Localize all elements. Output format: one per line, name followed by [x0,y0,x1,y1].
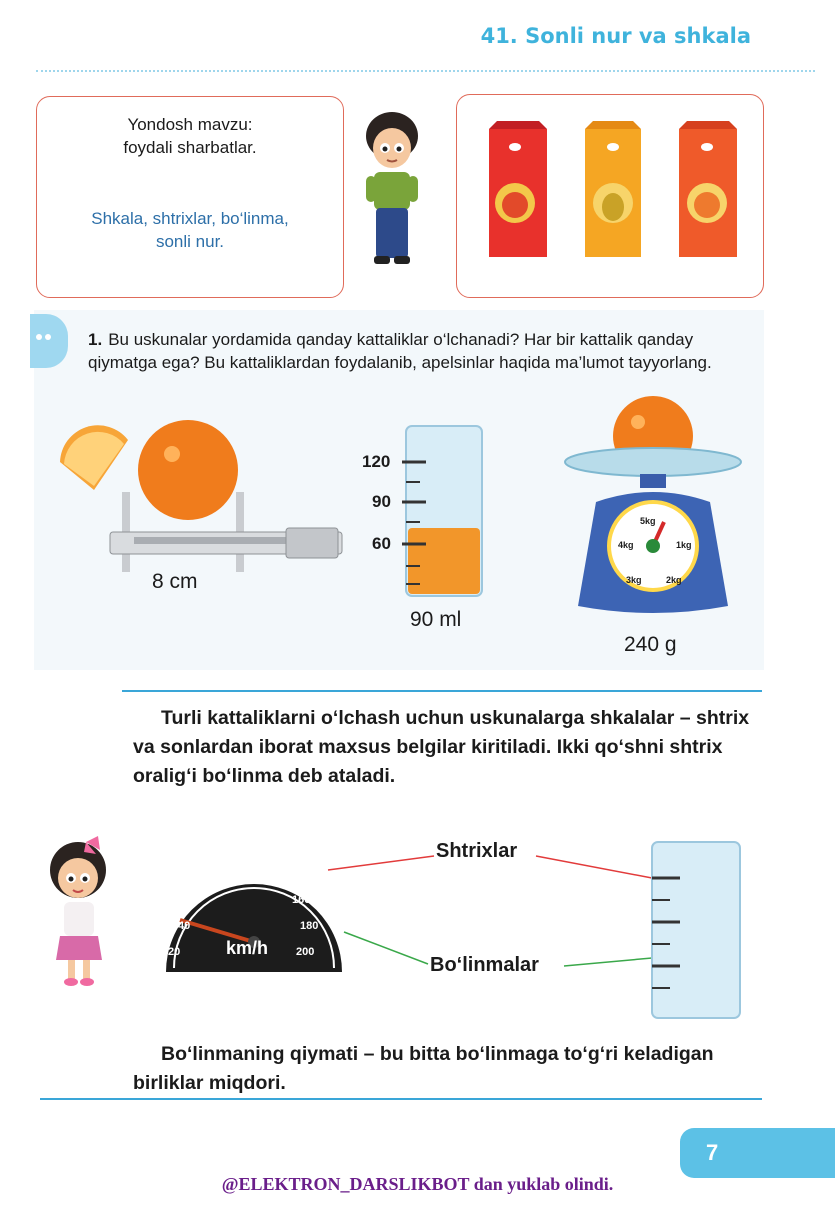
page-number-badge [680,1128,835,1178]
cylinder-reading: 90 ml [410,608,462,631]
speed-tick-20: 20 [168,946,181,958]
measuring-cylinder [362,420,492,610]
orange-icon [138,420,238,520]
cylinder-tick-90: 90 [372,492,391,511]
topic-line-4: sonli nur. [155,232,225,251]
scale-dial-label-1kg: 1kg [676,540,692,550]
download-footer: @ELEKTRON_DARSLIKBOT dan yuklab olindi. [221,1174,614,1194]
kitchen-scale [560,392,750,632]
speed-tick-100: 100 [228,860,247,872]
speed-tick-60: 60 [184,894,197,906]
speed-tick-120: 120 [252,860,271,872]
speed-unit: km/h [226,938,269,958]
scale-dial-label-2kg: 2kg [666,575,682,585]
divisions-label: Bo‘linmalar [430,954,539,976]
definition-rule-top [122,690,762,692]
exercise-marker-icon [30,314,68,368]
speed-tick-180: 180 [300,920,319,932]
exercise-question: Bu uskunalar yordamida qanday kattaliklar o‘lchanadi? Har bir kattalik qanday qiymatga ega? Bu kattaliklardan foydalanib, apelsinlar haqida ma’lumot tayyorlang. [88,330,712,372]
definition-rule-bottom [40,1098,762,1100]
topic-line-3: Shkala, shtrixlar, bo‘linma, [91,209,289,228]
caliper-reading: 8 cm [152,570,198,593]
topic-line-2: foydali sharbatlar. [123,138,257,157]
girl-illustration [40,836,118,990]
scale-reading: 240 g [624,633,677,656]
topic-box [36,96,344,298]
speed-tick-40: 40 [178,920,191,932]
pear-juice-carton-icon [585,121,641,257]
page-title: 41. Sonli nur va shkala [480,24,751,48]
apple-juice-carton-icon [489,121,547,257]
speed-tick-140: 140 [276,874,295,886]
boy-illustration [352,108,432,270]
definition-division-value: Bo‘linmaning qiymati – bu bitta bo‘linmaga to‘g‘ri keladigan birliklar miqdori. [133,1043,714,1094]
exercise-text [88,328,728,374]
peach-juice-carton-icon [679,121,737,257]
exercise-number: 1. [88,330,103,349]
speed-tick-200: 200 [296,946,315,958]
caliper-illustration [50,412,350,592]
cylinder-tick-120: 120 [362,452,391,471]
page-number: 7 [706,1140,719,1165]
scale-cylinder [640,838,752,1028]
juice-cartons-box [456,94,764,298]
scale-dial-label-4kg: 4kg [618,540,634,550]
speed-tick-160: 160 [292,894,311,906]
cylinder-tick-60: 60 [372,534,391,553]
dotted-divider [36,70,815,72]
speed-tick-80: 80 [204,874,217,886]
strokes-label: Shtrixlar [436,840,518,862]
juice-cartons-illustration [457,95,763,297]
definition-scale: Turli kattaliklarni o‘lchash uchun uskunalarga shkalalar – shtrix va sonlardan iborat maxsus belgilar kiritiladi. Ikki qo‘shni shtrix oralig‘i bo‘linma deb ataladi. [133,707,750,787]
scale-dial-label-3kg: 3kg [626,575,642,585]
topic-line-1: Yondosh mavzu: [127,115,253,134]
scale-dial-label-5kg: 5kg [640,516,656,526]
